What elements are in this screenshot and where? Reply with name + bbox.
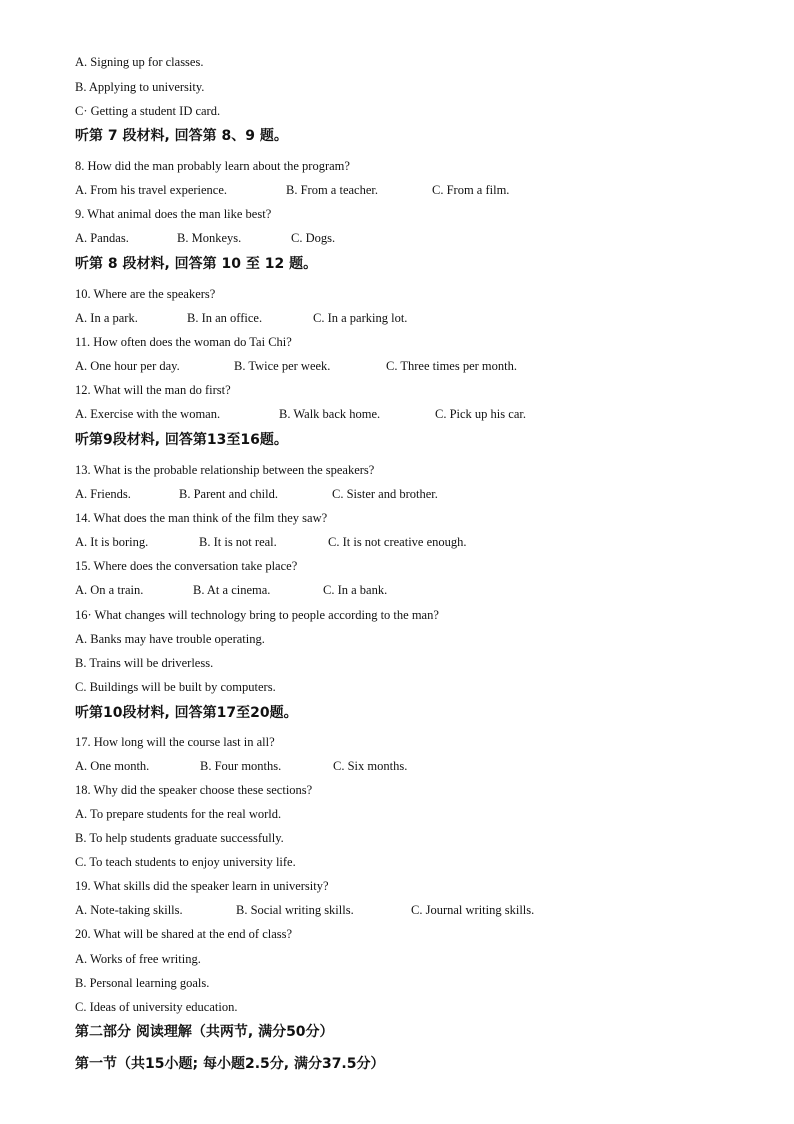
question-11: 11. How often does the woman do Tai Chi? [75,335,292,349]
option-c: C. From a film. [432,183,510,197]
option-a: A. One hour per day. [75,359,180,373]
option-b: B. Trains will be driverless. [75,656,214,670]
question-19: 19. What skills did the speaker learn in university? [75,879,329,893]
option-a: A. Pandas. [75,231,129,245]
option-line: B. Applying to university. [75,80,205,94]
option-b: B. Twice per week. [234,359,331,373]
option-c: C. Dogs. [291,231,336,245]
option-c: C. Ideas of university education. [75,1000,238,1014]
option-b: B. At a cinema. [193,583,271,597]
option-b: B. From a teacher. [286,183,378,197]
option-line: A. Signing up for classes. [75,55,204,69]
question-9: 9. What animal does the man like best? [75,207,272,221]
option-c: C. Sister and brother. [332,487,438,501]
option-c: C. To teach students to enjoy university life. [75,855,296,869]
option-b: B. Walk back home. [279,407,381,421]
option-c: C. Pick up his car. [435,407,526,421]
option-a: A. Friends. [75,487,131,501]
question-17: 17. How long will the course last in all? [75,735,275,749]
question-12: 12. What will the man do first? [75,383,231,397]
option-a: A. One month. [75,759,150,773]
section-heading: 第一节（共15小题; 每小题2.5分, 满分37.5分） [75,1056,385,1072]
option-a: A. Works of free writing. [75,952,201,966]
option-b: B. Personal learning goals. [75,976,210,990]
option-a: A. Exercise with the woman. [75,407,221,421]
question-13: 13. What is the probable relationship between the speakers? [75,463,375,477]
section-heading: 听第 7 段材料, 回答第 8、9 题。 [75,128,288,144]
option-c: C. Three times per month. [386,359,517,373]
option-a: A. To prepare students for the real world. [75,807,282,821]
question-20: 20. What will be shared at the end of class? [75,927,293,941]
option-line: C· Getting a student ID card. [75,104,221,118]
option-b: B. To help students graduate successfully. [75,831,284,845]
option-c: C. Journal writing skills. [411,903,535,917]
part-heading: 第二部分 阅读理解（共两节, 满分50分） [75,1024,334,1040]
option-b: B. In an office. [187,311,263,325]
section-heading: 听第 8 段材料, 回答第 10 至 12 题。 [75,256,318,272]
question-14: 14. What does the man think of the film they saw? [75,511,328,525]
option-b: B. Four months. [200,759,282,773]
option-b: B. Monkeys. [177,231,242,245]
option-c: C. Buildings will be built by computers. [75,680,276,694]
question-8: 8. How did the man probably learn about the program? [75,159,350,173]
section-heading: 听第9段材料, 回答第13至16题。 [75,432,288,448]
option-b: B. Parent and child. [179,487,278,501]
question-10: 10. Where are the speakers? [75,287,216,301]
question-16: 16· What changes will technology bring to people according to the man? [75,608,439,622]
option-b: B. Social writing skills. [236,903,354,917]
option-b: B. It is not real. [199,535,277,549]
option-a: A. It is boring. [75,535,149,549]
option-c: C. It is not creative enough. [328,535,467,549]
option-a: A. In a park. [75,311,138,325]
option-c: C. In a parking lot. [313,311,408,325]
option-c: C. Six months. [333,759,408,773]
option-a: A. Banks may have trouble operating. [75,632,265,646]
question-15: 15. Where does the conversation take place? [75,559,298,573]
question-18: 18. Why did the speaker choose these sections? [75,783,313,797]
option-a: A. On a train. [75,583,144,597]
option-c: C. In a bank. [323,583,388,597]
section-heading: 听第10段材料, 回答第17至20题。 [75,705,298,721]
option-a: A. Note-taking skills. [75,903,183,917]
option-a: A. From his travel experience. [75,183,228,197]
